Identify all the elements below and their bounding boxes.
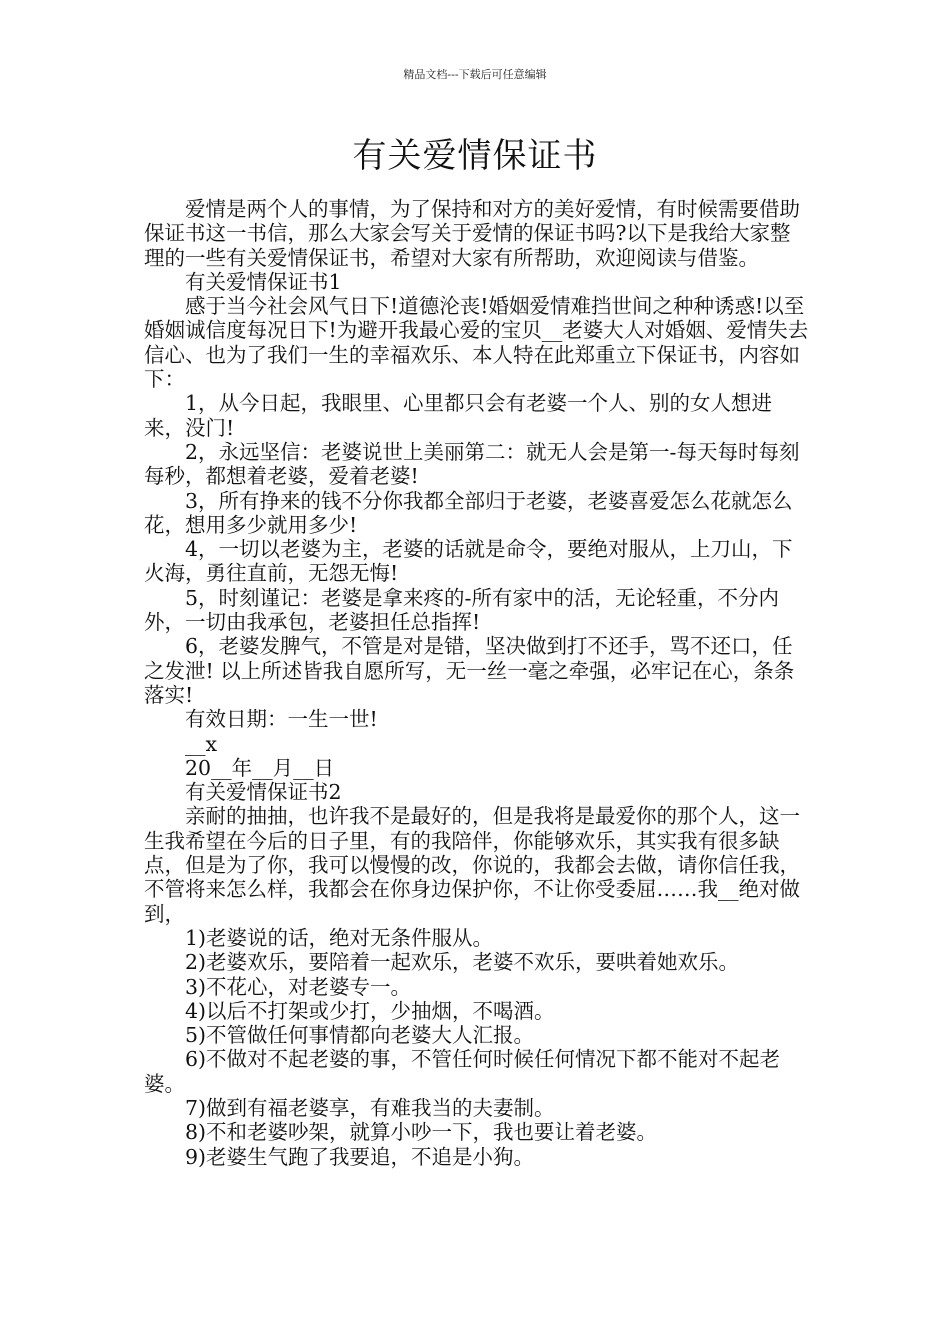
signature-line: __x: [185, 731, 218, 756]
list-item: 4，一切以老婆为主，老婆的话就是命令，要绝对服从，上刀山，下火海，勇往直前，无怨无悔!: [144, 537, 793, 586]
list-item: 5)不管做任何事情都向老婆大人汇报。: [185, 1023, 535, 1048]
list-item: 6)不做对不起老婆的事，不管任何时候任何情况下都不能对不起老婆。: [144, 1047, 781, 1096]
list-item: 2，永远坚信：老婆说世上美丽第二：就无人会是第一-每天每时每刻每秒，都想着老婆，爱着老婆!: [144, 439, 800, 489]
list-item: 6，老婆发脾气，不管是对是错，坚决做到打不还手，骂不还口，任之发泄! 以上所述皆我自愿所写，无一丝一毫之牵强，必牢记在心，条条落实!: [144, 634, 795, 707]
paragraph: 亲耐的抽抽，也许我不是最好的，但是我将是最爱你的那个人，这一生我希望在今后的日子里，有的我陪伴，你能够欢乐，其实我有很多缺点，但是为了你，我可以慢慢的改，你说的，我都会去做，请你信任我，不管将来怎么样，我都会在你身边保护你，不让你受委屈……我__绝对做到，: [144, 804, 800, 926]
document-body: [144, 197, 810, 1169]
list-item: 1)老婆说的话，绝对无条件服从。: [185, 925, 494, 950]
intro-paragraph: 爱情是两个人的事情，为了保持和对方的美好爱情，有时候需要借助保证书这一书信，那么大家会写关于爱情的保证书吗?以下是我给大家整理的一些有关爱情保证书，希望对大家有所帮助，欢迎阅读与借鉴。: [144, 197, 800, 270]
paragraph: 感于当今社会风气日下!道德沦丧!婚姻爱情难挡世间之种种诱惑!以至婚姻诚信度每况日下!为避开我最心爱的宝贝__老婆大人对婚姻、爱情失去信心、也为了我们一生的幸福欢乐、本人特在此郑重立下保证书，内容如下：: [144, 294, 809, 392]
list-item: 8)不和老婆吵架，就算小吵一下，我也要让着老婆。: [185, 1120, 658, 1145]
section-heading-2: 有关爱情保证书2: [185, 780, 342, 805]
date-line: 20__年__月__日: [185, 755, 335, 780]
list-item: 9)老婆生气跑了我要追，不追是小狗。: [185, 1144, 535, 1169]
page-header: 精品文档---下载后可任意编辑: [403, 68, 547, 81]
list-item: 2)老婆欢乐，要陪着一起欢乐，老婆不欢乐，要哄着她欢乐。: [185, 950, 740, 975]
section-heading-1: 有关爱情保证书1: [185, 269, 342, 294]
validity-line: 有效日期：一生一世!: [185, 707, 378, 732]
list-item: 4)以后不打架或少打，少抽烟，不喝酒。: [185, 998, 555, 1023]
list-item: 1，从今日起，我眼里、心里都只会有老婆一个人、别的女人想进来，没门!: [144, 391, 773, 440]
list-item: 7)做到有福老婆享，有难我当的夫妻制。: [185, 1095, 555, 1120]
list-item: 5，时刻谨记：老婆是拿来疼的-所有家中的活，无论轻重，不分内外，一切由我承包，老婆担任总指挥!: [144, 585, 779, 635]
list-item: 3)不花心，对老婆专一。: [185, 974, 412, 999]
document-title: 有关爱情保证书: [352, 136, 598, 176]
list-item: 3，所有挣来的钱不分你我都全部归于老婆，老婆喜爱怎么花就怎么花，想用多少就用多少!: [144, 488, 793, 537]
